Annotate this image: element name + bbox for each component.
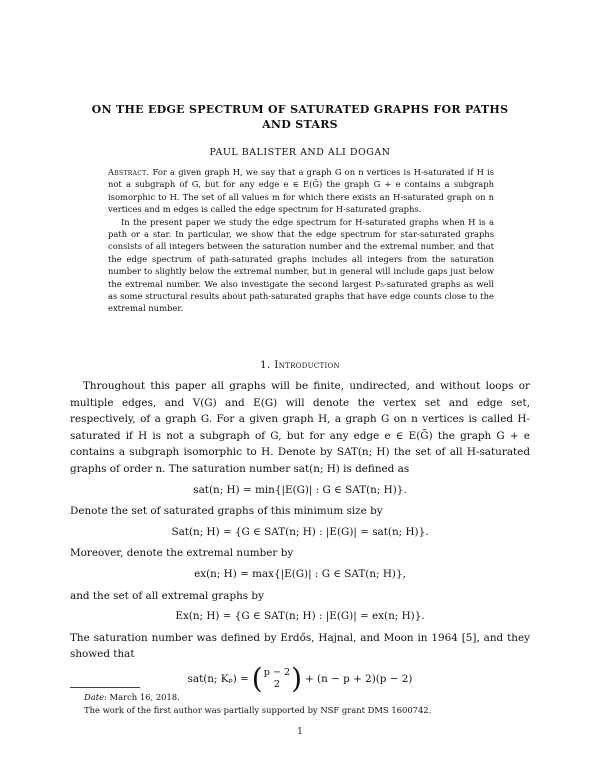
- equation-lhs: sat(n; Kₚ) =: [187, 672, 249, 685]
- intro-paragraph-1: Throughout this paper all graphs will be finite, undirected, and without loops or multiple edges, and V(G) and E(G) will denote the vertex set and edge set, respectively, of a graph G. For a given graph H, a graph G on n vertices is called H-saturated if H is not a subgraph of G, but for any edge e ∈ E(Ḡ) the graph G + e contains a subgraph isomorphic to H. Denote by SAT(n; H) the set of all H-saturated graphs of order n. The saturation number sat(n; H) is defined as: [70, 380, 530, 475]
- equation-sat: sat(n; H) = min{|E(G)| : G ∈ SAT(n; H)}.: [193, 483, 407, 496]
- authors: PAUL BALISTER AND ALI DOGAN: [209, 147, 391, 158]
- abstract: [108, 166, 494, 315]
- paper-title: [70, 102, 530, 132]
- equation-rhs: + (n − p + 2)(p − 2): [305, 672, 413, 685]
- intro-paragraph-3: Moreover, denote the extremal number by: [70, 547, 294, 560]
- left-paren: (: [251, 661, 263, 695]
- body-text: [70, 378, 530, 695]
- footnote-grant: The work of the first author was partially supported by NSF grant DMS 1600742.: [84, 705, 432, 715]
- abstract-text-1: For a given graph H, we say that a graph G on n vertices is H-saturated if H is not a subgraph of G, but for any edge e ∈ E(Ḡ) the graph G + e contains a subgraph isomorphic to H. The set of all values m for which there exists an H-saturated graph on n vertices and m edges is called the edge spectrum for H-saturated graphs.: [108, 167, 494, 215]
- binomial-bottom: 2: [273, 678, 280, 690]
- footnote-rule: [70, 687, 140, 688]
- abstract-label: Abstract.: [108, 167, 150, 177]
- equation-sat-Kp: [70, 661, 530, 695]
- abstract-paragraph-2: In the present paper we study the edge spectrum for H-saturated graphs when H is a path or a star. In particular, we show that the edge spectrum for star-saturated graphs consists of all integers between the saturation number and the extremal number, and that the edge spectrum of path-saturated graphs includes all integers from the saturation number to slightly below the extremal number, but in general will include gaps just below the extremal number. We also investigate the second largest P₅-saturated graphs as well as some structural results about path-saturated graphs that have edge counts close to the extremal number.: [108, 216, 494, 314]
- right-paren: ): [291, 661, 303, 695]
- title-line-2: AND STARS: [262, 118, 338, 131]
- page-number: 1: [297, 727, 303, 737]
- intro-paragraph-5: The saturation number was defined by Erdős, Hajnal, and Moon in 1964 [5], and they showed that: [70, 631, 530, 661]
- footnote-date-label: Date: [84, 692, 105, 702]
- footnote-date-value: : March 16, 2018.: [104, 692, 180, 702]
- binomial-top: p − 2: [263, 666, 291, 678]
- equation-Sat: Sat(n; H) = {G ∈ SAT(n; H) : |E(G)| = sat(n; H)}.: [171, 525, 429, 538]
- title-line-1: ON THE EDGE SPECTRUM OF SATURATED GRAPHS FOR PATHS: [91, 103, 509, 116]
- intro-paragraph-4: and the set of all extremal graphs by: [70, 589, 264, 602]
- binomial-stack: [263, 667, 291, 691]
- footnote-date: [70, 691, 530, 704]
- abstract-paragraph-1: [108, 166, 494, 216]
- binomial: [251, 661, 303, 695]
- intro-paragraph-2: Denote the set of saturated graphs of this minimum size by: [70, 505, 383, 518]
- footnotes: [70, 691, 530, 717]
- section-heading: 1. Introduction: [260, 359, 340, 371]
- equation-Ex: Ex(n; H) = {G ∈ SAT(n; H) : |E(G)| = ex(n; H)}.: [175, 610, 425, 623]
- equation-ex: ex(n; H) = max{|E(G)| : G ∈ SAT(n; H)},: [194, 567, 406, 580]
